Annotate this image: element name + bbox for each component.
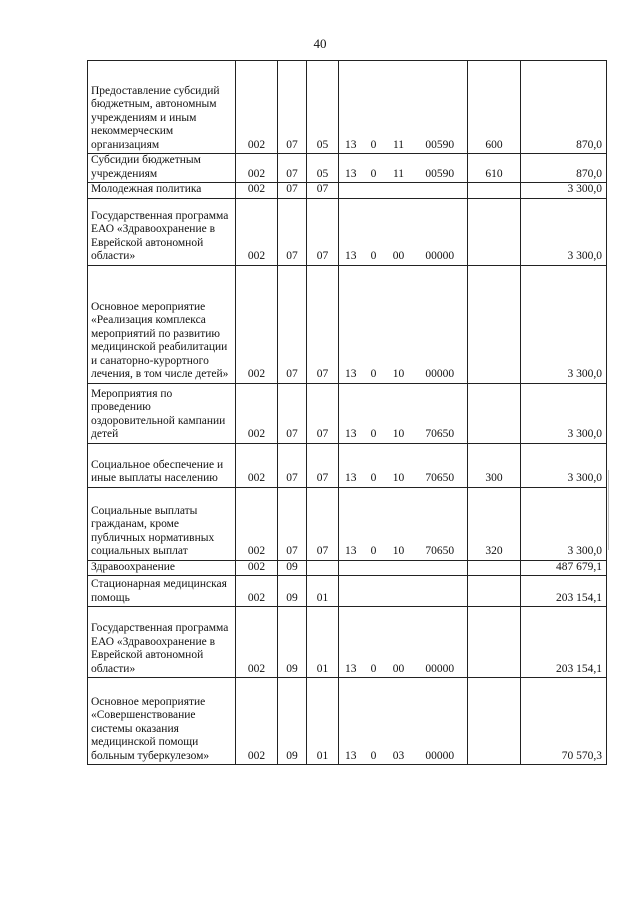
table-row: [88, 383, 607, 443]
table-row: [88, 154, 607, 183]
row-code-cell-t1: 13: [339, 487, 363, 560]
row-code-cell-t2: [363, 183, 385, 199]
row-code-cell-c3: 01: [307, 607, 339, 678]
row-code-cell-c1: 002: [236, 183, 278, 199]
row-code-cell-t2: 0: [363, 265, 385, 383]
row-code-cell-t2: 0: [363, 154, 385, 183]
row-name-cell: Предоставление субсидий бюджетным, автономным учреждениям и иным некоммерческим организациям: [88, 61, 236, 154]
row-code-cell-c1: 002: [236, 576, 278, 607]
table-row: [88, 560, 607, 576]
row-code-cell-t3: [385, 183, 413, 199]
row-code-cell-c2: 07: [278, 265, 307, 383]
row-code-cell-vr: [468, 183, 521, 199]
row-code-cell-t2: [363, 560, 385, 576]
row-amount-cell: 70 570,3: [521, 678, 607, 765]
row-code-cell-t4: 00590: [413, 61, 468, 154]
row-code-cell-vr: [468, 560, 521, 576]
row-amount-cell: 3 300,0: [521, 487, 607, 560]
row-code-cell-t1: 13: [339, 443, 363, 487]
row-code-cell-vr: 300: [468, 443, 521, 487]
row-amount-cell: 870,0: [521, 61, 607, 154]
row-code-cell-t1: 13: [339, 383, 363, 443]
row-code-cell-c1: 002: [236, 198, 278, 265]
row-code-cell-t1: 13: [339, 154, 363, 183]
row-code-cell-vr: [468, 576, 521, 607]
row-code-cell-t4: 00000: [413, 198, 468, 265]
table-row: [88, 265, 607, 383]
table-row: [88, 443, 607, 487]
row-code-cell-c3: [307, 560, 339, 576]
row-code-cell-t4: 00000: [413, 607, 468, 678]
row-code-cell-t2: 0: [363, 383, 385, 443]
row-code-cell-t3: 00: [385, 607, 413, 678]
row-amount-cell: 203 154,1: [521, 607, 607, 678]
row-code-cell-c2: 07: [278, 198, 307, 265]
row-code-cell-vr: 610: [468, 154, 521, 183]
row-code-cell-c3: 07: [307, 443, 339, 487]
row-code-cell-vr: [468, 383, 521, 443]
row-amount-cell: 870,0: [521, 154, 607, 183]
row-code-cell-vr: [468, 198, 521, 265]
row-code-cell-c2: 07: [278, 487, 307, 560]
row-name-cell: Субсидии бюджетным учреждениям: [88, 154, 236, 183]
row-name-cell: Социальные выплаты гражданам, кроме публичных нормативных социальных выплат: [88, 487, 236, 560]
row-name-cell: Основное мероприятие «Реализация комплекса мероприятий по развитию медицинской реабилитации и санаторно-курортного лечения, в том числе детей»: [88, 265, 236, 383]
row-name-cell: Молодежная политика: [88, 183, 236, 199]
row-code-cell-vr: [468, 607, 521, 678]
row-code-cell-t4: [413, 560, 468, 576]
scan-artifact-line: [608, 470, 609, 550]
row-code-cell-c2: 07: [278, 443, 307, 487]
row-code-cell-c1: 002: [236, 265, 278, 383]
row-amount-cell: 3 300,0: [521, 443, 607, 487]
row-code-cell-t2: 0: [363, 443, 385, 487]
row-code-cell-t1: 13: [339, 198, 363, 265]
row-code-cell-t1: 13: [339, 61, 363, 154]
row-amount-cell: 3 300,0: [521, 383, 607, 443]
row-amount-cell: 3 300,0: [521, 265, 607, 383]
row-code-cell-t2: 0: [363, 678, 385, 765]
row-code-cell-c1: 002: [236, 678, 278, 765]
row-name-cell: Основное мероприятие «Совершенствование системы оказания медицинской помощи больным туберкулезом»: [88, 678, 236, 765]
row-code-cell-t4: 70650: [413, 487, 468, 560]
row-code-cell-t1: 13: [339, 265, 363, 383]
row-code-cell-t4: 70650: [413, 383, 468, 443]
row-code-cell-t4: 00000: [413, 265, 468, 383]
budget-table: [87, 60, 607, 765]
row-amount-cell: 3 300,0: [521, 183, 607, 199]
row-code-cell-vr: [468, 678, 521, 765]
row-code-cell-c2: 09: [278, 678, 307, 765]
row-name-cell: Социальное обеспечение и иные выплаты населению: [88, 443, 236, 487]
row-code-cell-c1: 002: [236, 61, 278, 154]
row-code-cell-t2: 0: [363, 607, 385, 678]
row-code-cell-t3: [385, 560, 413, 576]
row-code-cell-t2: 0: [363, 61, 385, 154]
row-code-cell-vr: 600: [468, 61, 521, 154]
row-code-cell-t3: 10: [385, 487, 413, 560]
row-code-cell-c3: 05: [307, 154, 339, 183]
table-row: [88, 487, 607, 560]
row-code-cell-t4: 00590: [413, 154, 468, 183]
row-code-cell-c1: 002: [236, 487, 278, 560]
row-code-cell-t3: [385, 576, 413, 607]
row-code-cell-c2: 09: [278, 607, 307, 678]
table-row: [88, 183, 607, 199]
row-code-cell-t2: 0: [363, 487, 385, 560]
row-code-cell-c3: 01: [307, 678, 339, 765]
table-row: [88, 678, 607, 765]
row-code-cell-t3: 11: [385, 154, 413, 183]
table-row: [88, 576, 607, 607]
row-code-cell-t3: 10: [385, 383, 413, 443]
row-code-cell-c3: 07: [307, 265, 339, 383]
row-code-cell-t3: 10: [385, 265, 413, 383]
row-code-cell-c1: 002: [236, 383, 278, 443]
budget-table-body: [88, 61, 607, 765]
row-name-cell: Государственная программа ЕАО «Здравоохранение в Еврейской автономной области»: [88, 198, 236, 265]
page-number: 40: [313, 36, 327, 51]
table-row: [88, 61, 607, 154]
row-code-cell-c3: 07: [307, 383, 339, 443]
row-code-cell-t3: 11: [385, 61, 413, 154]
row-code-cell-c1: 002: [236, 560, 278, 576]
table-row: [88, 607, 607, 678]
row-code-cell-t1: 13: [339, 678, 363, 765]
row-code-cell-t1: [339, 560, 363, 576]
row-code-cell-c1: 002: [236, 154, 278, 183]
row-code-cell-c2: 07: [278, 61, 307, 154]
row-code-cell-c2: 07: [278, 383, 307, 443]
row-code-cell-c3: 07: [307, 487, 339, 560]
row-code-cell-t4: 00000: [413, 678, 468, 765]
row-code-cell-c2: 09: [278, 576, 307, 607]
row-name-cell: Здравоохранение: [88, 560, 236, 576]
row-code-cell-t4: [413, 183, 468, 199]
row-code-cell-t4: [413, 576, 468, 607]
row-code-cell-c3: 05: [307, 61, 339, 154]
row-code-cell-t1: 13: [339, 607, 363, 678]
table-row: [88, 198, 607, 265]
row-code-cell-t3: 00: [385, 198, 413, 265]
row-code-cell-c3: 07: [307, 198, 339, 265]
row-code-cell-c1: 002: [236, 443, 278, 487]
row-code-cell-t1: [339, 576, 363, 607]
row-code-cell-c3: 07: [307, 183, 339, 199]
row-code-cell-c1: 002: [236, 607, 278, 678]
row-code-cell-t3: 10: [385, 443, 413, 487]
row-code-cell-vr: [468, 265, 521, 383]
row-name-cell: Мероприятия по проведению оздоровительной кампании детей: [88, 383, 236, 443]
row-amount-cell: 203 154,1: [521, 576, 607, 607]
row-code-cell-t2: 0: [363, 198, 385, 265]
row-code-cell-c3: 01: [307, 576, 339, 607]
row-amount-cell: 487 679,1: [521, 560, 607, 576]
row-code-cell-t4: 70650: [413, 443, 468, 487]
row-code-cell-c2: 09: [278, 560, 307, 576]
row-code-cell-t3: 03: [385, 678, 413, 765]
row-name-cell: Стационарная медицинская помощь: [88, 576, 236, 607]
row-name-cell: Государственная программа ЕАО «Здравоохранение в Еврейской автономной области»: [88, 607, 236, 678]
row-code-cell-t2: [363, 576, 385, 607]
row-code-cell-c2: 07: [278, 183, 307, 199]
row-code-cell-c2: 07: [278, 154, 307, 183]
row-code-cell-vr: 320: [468, 487, 521, 560]
row-code-cell-t1: [339, 183, 363, 199]
row-amount-cell: 3 300,0: [521, 198, 607, 265]
